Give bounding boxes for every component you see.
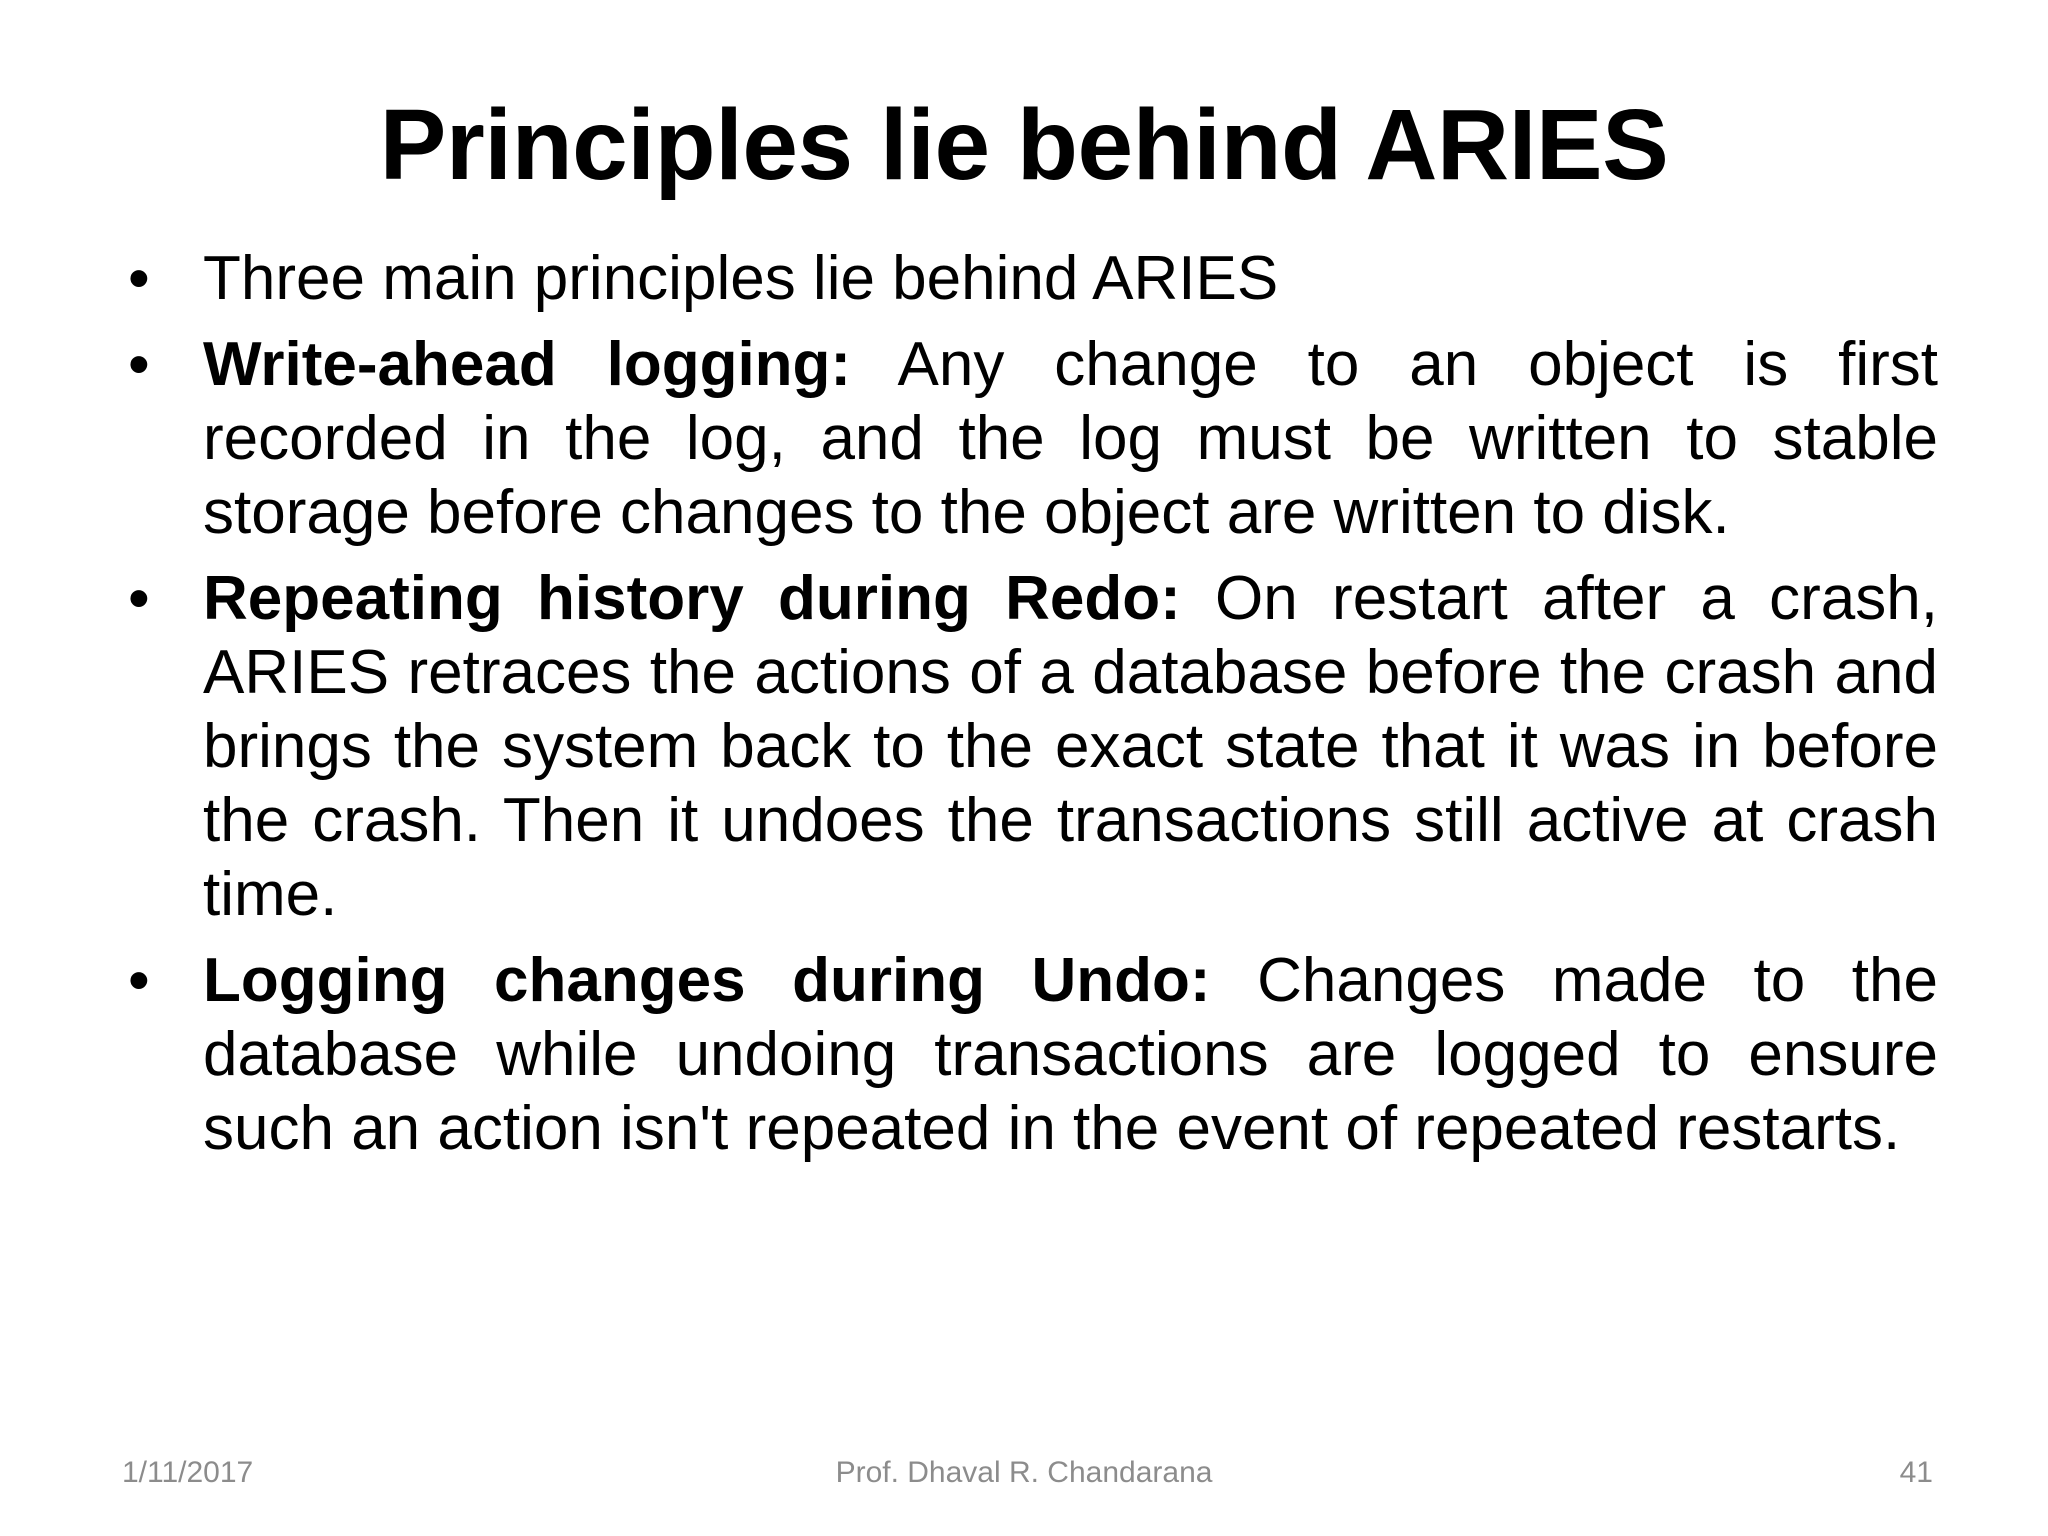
slide-title: Principles lie behind ARIES	[379, 89, 1669, 201]
footer-page-number: 41	[1899, 1456, 1933, 1489]
bullet-item-repeating-history	[118, 562, 1938, 932]
bullet-icon: •	[128, 946, 150, 1015]
bullet-list	[118, 242, 1938, 1178]
bullet-item-write-ahead-logging	[118, 328, 1938, 550]
bullet-icon: •	[128, 244, 150, 313]
bullet-text: Any change to an object is first recorded in the log, and the log must be written to stable storage before changes to the object are written to disk.	[203, 330, 1938, 547]
bullet-text: Changes made to the database while undoing transactions are logged to ensure such an action isn't repeated in the event of repeated restarts.	[203, 946, 1938, 1163]
bullet-item-logging-changes	[118, 944, 1938, 1166]
bullet-icon: •	[128, 564, 150, 633]
bullet-text: On restart after a crash, ARIES retraces the actions of a database before the crash and brings the system back to the exact state that it was in before the crash. Then it undoes the transactions still active at crash time.	[203, 564, 1938, 929]
bullet-heading: Write-ahead logging:	[203, 330, 852, 399]
bullet-heading: Logging changes during Undo:	[203, 946, 1211, 1015]
bullet-heading: Repeating history during Redo:	[203, 564, 1181, 633]
bullet-item-intro	[118, 242, 1938, 316]
footer-author: Prof. Dhaval R. Chandarana	[835, 1456, 1213, 1489]
bullet-icon: •	[128, 330, 150, 399]
bullet-text: Three main principles lie behind ARIES	[203, 244, 1279, 313]
footer-date: 1/11/2017	[122, 1456, 254, 1489]
